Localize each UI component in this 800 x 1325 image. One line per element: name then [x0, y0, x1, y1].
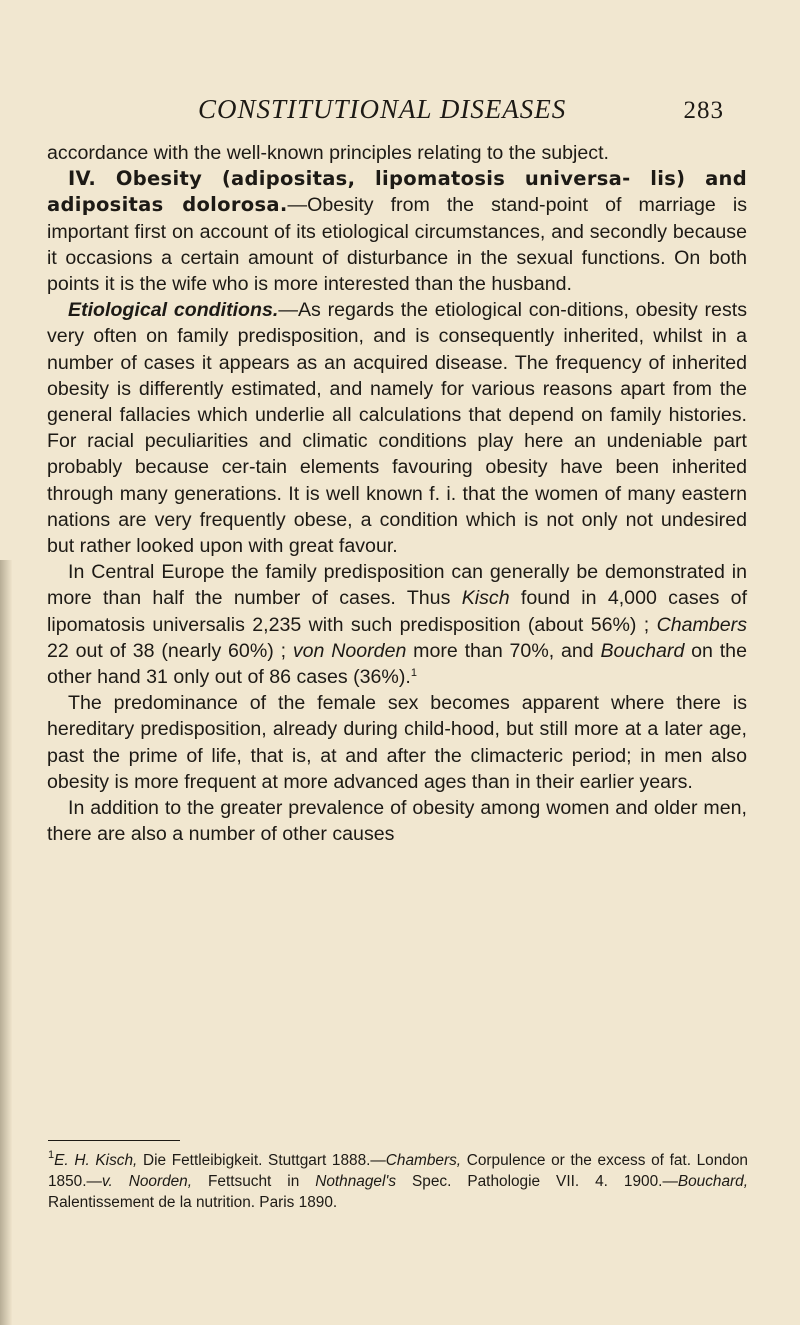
footnote-author: v. Noorden,	[101, 1173, 193, 1190]
footnote-divider	[48, 1140, 180, 1141]
footnote-text: Corpulence or the excess of fat. London 1850.—	[48, 1152, 748, 1190]
running-title: CONSTITUTIONAL DISEASES	[198, 94, 567, 124]
footnote-text: Die Fettleibigkeit. Stuttgart 1888.—	[137, 1152, 386, 1169]
paragraph-text: —As regards the etiological con-ditions, obesity rests very often on family predisposition, and is consequently inherited, whilst in a number of cases it appears as an acquired disease. The frequency of inherited obesity is differently estimated, and namely for various reasons apart from the general fallacies which underlie all calculations that depend on family histories. For racial peculiarities and climatic conditions play here an undeniable part probably because cer-tain elements favouring obesity have been inherited through many generations. It is well known f. i. that the women of many eastern nations are very frequently obese, a condition which is not only not undesired but rather looked upon with great favour.	[47, 299, 747, 558]
paragraph	[47, 297, 747, 559]
footnote-text: Ralentissement de la nutrition. Paris 1890.	[48, 1194, 338, 1211]
paragraph-text: The predominance of the female sex becomes apparent where there is hereditary predisposition, already during child-hood, but still more at a later age, past the prime of life, that is, at and after the climacteric period; in men also obesity is more frequent at more advanced ages than in their earlier years.	[47, 692, 747, 793]
footnote-text: Spec. Pathologie VII. 4. 1900.—	[396, 1173, 678, 1190]
paragraph-text: In addition to the greater prevalence of obesity among women and older men, there are also a number of other causes	[47, 797, 747, 846]
paragraph	[47, 166, 747, 297]
author-name: Bouchard	[600, 639, 685, 662]
paragraph-text: 22 out of 38 (nearly 60%) ;	[47, 639, 293, 662]
footnote	[48, 1150, 748, 1213]
footnote-author: E. H. Kisch,	[54, 1152, 138, 1169]
paragraph	[47, 690, 747, 795]
paragraph-text: more than 70%, and	[406, 639, 601, 662]
author-name: von Noorden	[292, 639, 407, 662]
paragraph-text: on the other hand 31 only out of 86 cases (36%).	[47, 639, 747, 689]
footnote-author: Bouchard,	[677, 1173, 749, 1190]
paragraph-text: found in 4,000 cases of lipomatosis universalis 2,235 with such predisposition (about 56%) ;	[47, 587, 748, 636]
page-edge-shadow	[0, 560, 12, 1325]
footnote-marker: 1	[48, 1149, 55, 1161]
footnote-author: Nothnagel's	[315, 1173, 397, 1190]
running-header	[198, 94, 724, 125]
footnote-ref: 1	[410, 667, 417, 680]
section-heading: IV. Obesity (adipositas, lipomatosis universa- lis) and adipositas dolorosa.	[47, 167, 747, 217]
author-name: Kisch	[461, 587, 510, 610]
paragraph-text: —Obesity from the stand-point of marriage is important first on account of its etiological circumstances, and secondly because it occasions a certain amount of disturbance in the sexual functions. On both points it is the wife who is more interested than the husband.	[47, 194, 747, 296]
paragraph-text: In Central Europe the family predisposition can generally be demonstrated in more than half the number of cases. Thus	[47, 561, 747, 610]
footnote-text: Fettsucht in	[192, 1173, 316, 1190]
paragraph	[47, 795, 747, 847]
paragraph	[47, 140, 747, 166]
footnote-author: Chambers,	[385, 1152, 462, 1169]
subheading: Etiological conditions.	[68, 299, 279, 322]
body-text	[47, 140, 747, 847]
page-number: 283	[683, 97, 724, 124]
paragraph-text: accordance with the well-known principles relating to the subject.	[47, 142, 609, 164]
author-name: Chambers	[656, 613, 747, 636]
paragraph	[47, 559, 747, 690]
